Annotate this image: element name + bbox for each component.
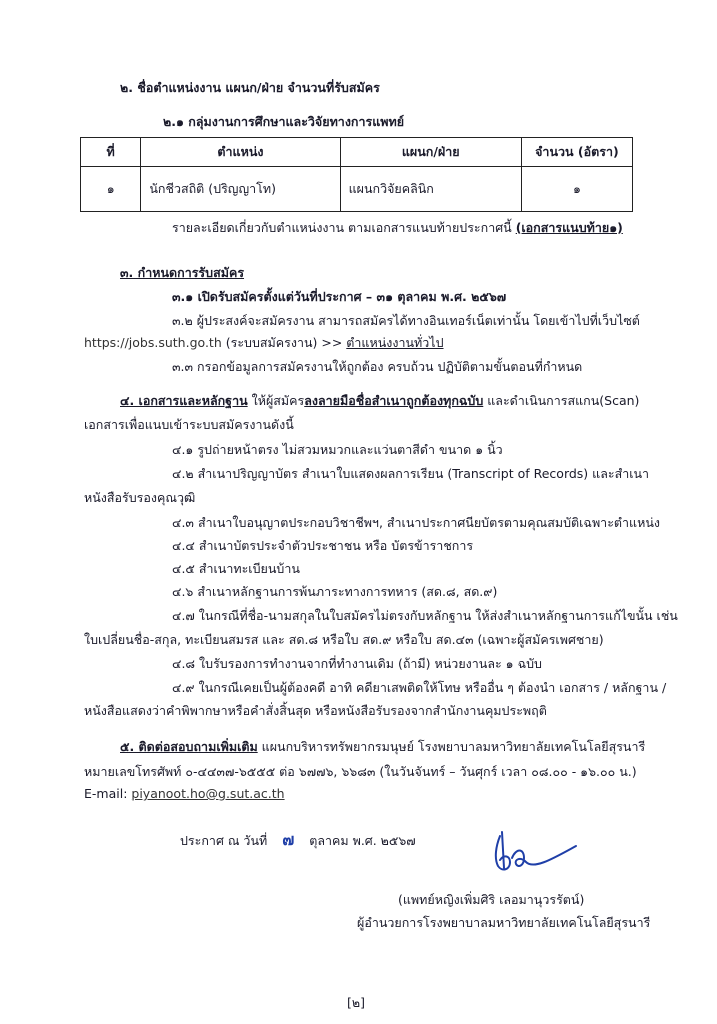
doc-item-4-9: ๔.๙ ในกรณีเคยเป็นผู้ต้องคดี อาทิ คดียาเสพติดให้โทษ หรืออื่น ๆ ต้องนำ เอกสาร / หลักฐาน /	[172, 680, 667, 695]
section-5-email-line	[84, 786, 285, 801]
table-row	[81, 167, 633, 212]
cell-no: ๑	[81, 167, 141, 212]
section-4-heading: ๔. เอกสารและหลักฐาน	[120, 393, 248, 408]
doc-item-4-7-cont: ใบเปลี่ยนชื่อ-สกุล, ทะเบียนสมรส และ สด.๘ หรือใบ สด.๙ หรือใบ สด.๔๓ (เฉพาะผู้สมัครเพศชาย)	[84, 632, 604, 647]
section-5-department: แผนกบริหารทรัพยากรมนุษย์ โรงพยาบาลมหาวิทยาลัยเทคโนโลยีสุรนารี	[257, 739, 646, 754]
attachment-link[interactable]: (เอกสารแนบท้าย๑)	[515, 220, 623, 235]
section-3-2-links	[84, 333, 444, 353]
doc-item-4-8: ๔.๘ ใบรับรองการทำงานจากที่ทำงานเดิม (ถ้ามี) หน่วยงานละ ๑ ฉบับ	[172, 656, 542, 671]
section-5-heading: ๕. ติดต่อสอบถามเพิ่มเติม	[120, 739, 258, 754]
doc-item-4-9-cont: หนังสือแสดงว่าคำพิพากษาหรือคำสั่งสิ้นสุด หรือหนังสือรับรองจากสำนักงานคุมประพฤติ	[84, 703, 547, 718]
doc-item-4-6: ๔.๖ สำเนาหลักฐานการพ้นภาระทางการทหาร (สด.๘, สด.๙)	[172, 584, 498, 599]
section-2-1-subheading: ๒.๑ กลุ่มงานการศึกษาและวิจัยทางการแพทย์	[163, 114, 405, 129]
jobs-website-link[interactable]: https://jobs.suth.go.th	[84, 335, 222, 350]
section-4-intro	[120, 391, 639, 411]
section-3-heading: ๓. กำหนดการรับสมัคร	[120, 265, 245, 280]
announce-day-handwritten: ๗	[282, 830, 295, 849]
doc-item-4-5: ๔.๕ สำเนาทะเบียนบ้าน	[172, 561, 300, 576]
section-3-3: ๓.๓ กรอกข้อมูลการสมัครงานให้ถูกต้อง ครบถ้วน ปฏิบัติตามขั้นตอนที่กำหนด	[172, 359, 583, 374]
col-header-count: จำนวน (อัตรา)	[521, 138, 632, 167]
cell-count: ๑	[521, 167, 632, 212]
email-label: E-mail:	[84, 786, 132, 801]
table-header-row	[81, 138, 633, 167]
section-5-line1	[120, 737, 645, 757]
section-5-phone: หมายเลขโทรศัพท์ ๐-๔๔๓๗-๖๕๕๕ ต่อ ๖๗๗๖, ๖๖๘๓ (ในวันจันทร์ – วันศุกร์ เวลา ๐๘.๐๐ - ๑๖.๐๐ น.)	[84, 764, 637, 779]
section-3-1: ๓.๑ เปิดรับสมัครตั้งแต่วันที่ประกาศ – ๓๑ ตุลาคม พ.ศ. ๒๕๖๗	[172, 289, 507, 304]
announce-suffix: ตุลาคม พ.ศ. ๒๕๖๗	[309, 833, 416, 848]
col-header-no: ที่	[81, 138, 141, 167]
signatory-name: (แพทย์หญิงเพิ่มศิริ เลอมานุวรรัตน์)	[398, 892, 585, 907]
page-number: [๒]	[347, 995, 365, 1010]
announce-prefix: ประกาศ ณ วันที่	[180, 833, 268, 848]
col-header-position: ตำแหน่ง	[141, 138, 340, 167]
doc-item-4-4: ๔.๔ สำเนาบัตรประจำตัวประชาชน หรือ บัตรข้าราชการ	[172, 538, 474, 553]
nav-path-text: (ระบบสมัครงาน) >>	[221, 335, 347, 350]
cell-department: แผนกวิจัยคลินิก	[340, 167, 521, 212]
announce-line	[180, 828, 416, 853]
cell-position: นักชีวสถิติ (ปริญญาโท)	[141, 167, 340, 212]
doc-item-4-7: ๔.๗ ในกรณีที่ชื่อ-นามสกุลในใบสมัครไม่ตรงกับหลักฐาน ให้ส่งสำเนาหลักฐานการแก้ไขนั้น เช่น	[172, 608, 678, 623]
col-header-department: แผนก/ฝ่าย	[340, 138, 521, 167]
doc-item-4-2-cont: หนังสือรับรองคุณวุฒิ	[84, 490, 196, 505]
doc-item-4-1: ๔.๑ รูปถ่ายหน้าตรง ไม่สวมหมวกและแว่นตาสีดำ ขนาด ๑ นิ้ว	[172, 442, 503, 457]
doc-item-4-2: ๔.๒ สำเนาปริญญาบัตร สำเนาใบแสดงผลการเรียน (Transcript of Records) และสำเนา	[172, 466, 650, 481]
doc-item-4-3: ๔.๓ สำเนาใบอนุญาตประกอบวิชาชีพฯ, สำเนาประกาศนียบัตรตามคุณสมบัติเฉพาะตำแหน่ง	[172, 515, 661, 530]
intro-emphasis: ลงลายมือชื่อสำเนาถูกต้องทุกฉบับ	[304, 393, 484, 408]
signature-image	[484, 818, 594, 888]
signatory-title: ผู้อำนวยการโรงพยาบาลมหาวิทยาลัยเทคโนโลยีสุรนารี	[357, 915, 651, 930]
detail-line	[172, 218, 623, 238]
section-3-2: ๓.๒ ผู้ประสงค์จะสมัครงาน สามารถสมัครได้ทางอินเทอร์เน็ตเท่านั้น โดยเข้าไปที่เว็บไซต์	[172, 313, 640, 328]
email-link[interactable]: piyanoot.ho@g.sut.ac.th	[131, 786, 285, 801]
section-2-heading: ๒. ชื่อตำแหน่งงาน แผนก/ฝ่าย จำนวนที่รับสมัคร	[120, 80, 380, 95]
intro-a: ให้ผู้สมัคร	[247, 393, 305, 408]
general-positions-link[interactable]: ตำแหน่งงานทั่วไป	[346, 335, 444, 350]
section-4-intro-line2: เอกสารเพื่อแนบเข้าระบบสมัครงานดังนี้	[84, 417, 294, 432]
position-table	[80, 137, 633, 212]
detail-text: รายละเอียดเกี่ยวกับตำแหน่งงาน ตามเอกสารแนบท้ายประกาศนี้	[172, 220, 512, 235]
intro-c: และดำเนินการสแกน(Scan)	[483, 393, 640, 408]
